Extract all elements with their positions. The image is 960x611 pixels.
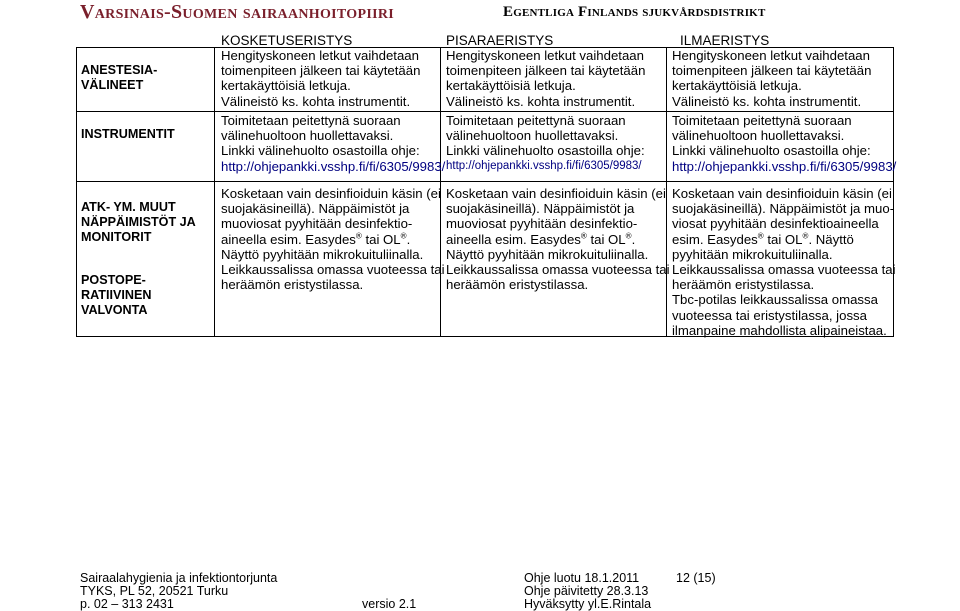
cell-instruments-airborne [672,113,896,174]
cell-anesthesia-contact [221,48,420,109]
cell-line: välinehuoltoon huollettavaksi. [446,128,619,144]
cell-instruments-contact [221,113,445,174]
registered-mark: ® [580,231,587,241]
cell-line: Näyttö pyyhitään mikrokuituliinalla. [221,246,424,262]
cell-text: tai OL [586,231,626,247]
cell-text: tai OL [361,231,401,247]
cell-line: Leikkaussalissa omassa vuoteessa tai [221,262,445,278]
cell-line: suojakäsineillä). Näppäimistöt ja [446,201,635,217]
registered-mark: ® [625,231,632,241]
cell-line: toimenpiteen jälkeen tai käytetään [221,63,421,79]
footer-version: versio 2.1 [362,597,417,611]
cell-text: aineella esim. Easydes [221,231,356,247]
cell-line: Toimitetaan peitettynä suoraan [221,113,401,128]
registered-mark: ® [802,231,809,241]
row-label-keyboards-monitors [81,200,196,245]
registered-mark: ® [400,231,407,241]
cell-line: Kosketaan vain desinfioiduin käsin (ei [221,186,441,201]
cell-text: . Näyttö [808,231,854,247]
cell-line: Kosketaan vain desinfioiduin käsin (ei [672,186,892,201]
cell-line: suojakäsineillä). Näppäimistöt ja muo- [672,201,895,217]
cell-line: Toimitetaan peitettynä suoraan [672,113,852,128]
cell-line: heräämön eristystilassa. [221,277,364,293]
cell-line: pyyhitään mikrokuituliinalla. [672,246,833,262]
cell-text: . [631,231,636,247]
cell-line: Välineistö ks. kohta instrumentit. [221,93,411,109]
row-label-line: VALVONTA [81,303,148,317]
header-title-fi: Varsinais-Suomen sairaanhoitopiiri [80,1,394,23]
cell-keyboards-contact [221,186,445,292]
column-divider [214,47,215,336]
cell-line: kertakäyttöisiä letkuja. [672,78,802,94]
row-label-line: MONITORIT [81,230,152,244]
column-divider [76,47,77,336]
cell-line: kertakäyttöisiä letkuja. [221,78,351,94]
cell-line: Hengityskoneen letkut vaihdetaan [221,48,419,63]
row-label-instruments: INSTRUMENTIT [81,127,175,141]
cell-line [221,232,445,247]
cell-line: kertakäyttöisiä letkuja. [446,78,576,94]
cell-line [672,232,896,247]
footer-unit: Sairaalahygienia ja infektiontorjunta [80,571,278,585]
row-label-line: RATIIVINEN [81,288,152,302]
footer-address: TYKS, PL 52, 20521 Turku [80,584,229,598]
cell-line: viosat pyyhitään desinfektioaineella [672,216,879,232]
instructions-link[interactable]: http://ohjepankki.vsshp.fi/fi/6305/9983/ [446,159,642,172]
cell-line: heräämön eristystilassa. [672,277,815,293]
cell-line: vuoteessa tai eristystilassa, jossa [672,307,867,323]
registered-mark: ® [757,231,764,241]
cell-line: muoviosat pyyhitään desinfektio- [446,216,638,232]
row-label-line: ANESTESIA- [81,63,158,77]
instructions-link[interactable]: http://ohjepankki.vsshp.fi/fi/6305/9983/ [672,158,897,174]
cell-line: muoviosat pyyhitään desinfektio- [221,216,413,232]
cell-keyboards-droplet [446,186,670,292]
instructions-link[interactable]: http://ohjepankki.vsshp.fi/fi/6305/9983/ [221,158,446,174]
row-label-postop-monitoring [81,273,151,318]
cell-line: toimenpiteen jälkeen tai käytetään [672,63,872,79]
header-title-sv: Egentliga Finlands sjukvårdsdistrikt [503,4,766,20]
cell-text: esim. Easydes [672,231,758,247]
row-divider [76,111,894,112]
cell-text: aineella esim. Easydes [446,231,581,247]
cell-line [446,232,670,247]
row-label-anesthesia [81,63,157,93]
row-label-line: NÄPPÄIMISTÖT JA [81,215,196,229]
cell-line: Hengityskoneen letkut vaihdetaan [672,48,870,63]
cell-line: Linkki välinehuolto osastoilla ohje: [221,143,420,159]
footer-created-date: Ohje luotu 18.1.2011 [524,571,640,585]
page-number: 12 (15) [676,571,716,585]
cell-line: Kosketaan vain desinfioiduin käsin (ei [446,186,666,201]
row-divider [76,181,894,182]
cell-text: tai OL [763,231,803,247]
cell-anesthesia-airborne [672,48,871,109]
cell-line: ilmanpaine mahdollista alipaineistaa. [672,322,887,338]
cell-line: välinehuoltoon huollettavaksi. [221,128,394,144]
row-label-line: POSTOPE- [81,273,146,287]
cell-anesthesia-droplet [446,48,645,109]
cell-line: Hengityskoneen letkut vaihdetaan [446,48,644,63]
cell-text: . [406,231,411,247]
registered-mark: ® [355,231,362,241]
cell-instruments-droplet [446,113,645,174]
cell-line: välinehuoltoon huollettavaksi. [672,128,845,144]
cell-line: toimenpiteen jälkeen tai käytetään [446,63,646,79]
column-header-droplet: PISARAERISTYS [446,33,554,48]
cell-line: heräämön eristystilassa. [446,277,589,293]
page-header [0,0,960,26]
footer-phone: p. 02 – 313 2431 [80,597,174,611]
cell-line: Linkki välinehuolto osastoilla ohje: [672,143,871,159]
row-label-line: ATK- YM. MUUT [81,200,176,214]
footer-approved: Hyväksytty yl.E.Rintala [524,597,652,611]
cell-line: Leikkaussalissa omassa vuoteessa tai [672,262,896,278]
cell-line: suojakäsineillä). Näppäimistöt ja [221,201,410,217]
cell-keyboards-airborne [672,186,896,338]
cell-line: Tbc-potilas leikkaussalissa omassa [672,292,878,308]
cell-line: Toimitetaan peitettynä suoraan [446,113,626,128]
row-label-line: VÄLINEET [81,78,144,92]
cell-line: Välineistö ks. kohta instrumentit. [446,93,636,109]
column-header-contact: KOSKETUSERISTYS [221,33,353,48]
cell-line: Näyttö pyyhitään mikrokuituliinalla. [446,246,649,262]
cell-line: Linkki välinehuolto osastoilla ohje: [446,143,645,159]
cell-line: Välineistö ks. kohta instrumentit. [672,93,862,109]
column-header-airborne: ILMAERISTYS [680,33,770,48]
footer-updated-date: Ohje päivitetty 28.3.13 [524,584,649,598]
cell-line: Leikkaussalissa omassa vuoteessa tai [446,262,670,278]
